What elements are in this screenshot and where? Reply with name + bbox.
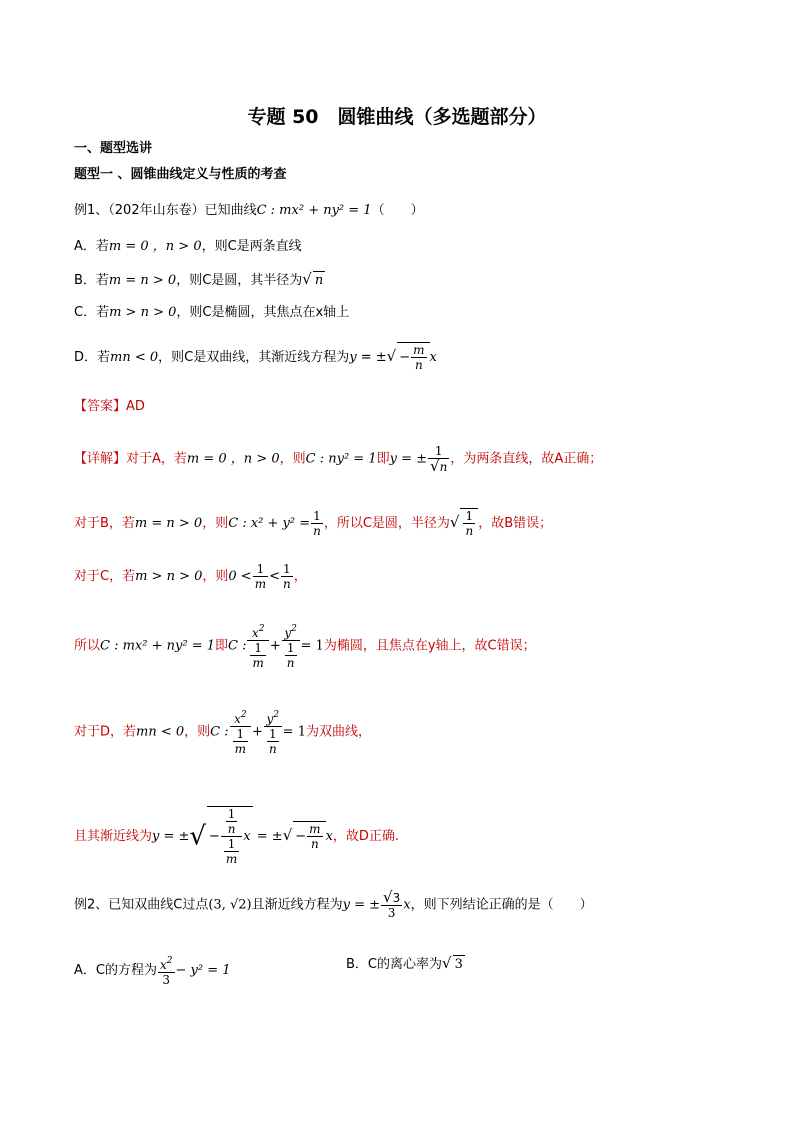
detail-line-2: 对于B，若m = n > 0，则C : x² + y² = $\frac{1}{n}$ ，所以C是圆，半径为√ $\frac{1}{n}$ ，故B错误； bbox=[74, 509, 553, 538]
section-heading: 一、题型选讲 bbox=[74, 141, 153, 156]
example1-option-a: A．若m = 0 ，n > 0，则C是两条直线 bbox=[74, 239, 302, 254]
example1-option-c: C．若m > n > 0，则C是椭圆，其焦点在x轴上 bbox=[74, 305, 350, 320]
detail-line-6: 且其渐近线为y = ±√ − $\frac{\frac{1}{n}}{\frac{1}{m}}$ x = ±√ − $\frac{m}{n}$ x，故D正确. bbox=[74, 807, 400, 866]
example1-option-b: B．若m = n > 0，则C是圆，其半径为√ n bbox=[74, 270, 324, 288]
detail-line-4: 所以C : mx² + ny² = 1即C : $\frac{x^2}{\frac{1}{m}}$ + $\frac{y^2}{\frac{1}{n}}$ = 1为椭圆，且焦点在y轴上，故C错误； bbox=[74, 624, 536, 670]
detail-line-5: 对于D，若mn < 0，则C : $\frac{x^2}{\frac{1}{m}}$ + $\frac{y^2}{\frac{1}{n}}$ = 1为双曲线， bbox=[74, 710, 371, 756]
example2-question: 例2、已知双曲线C过点(3, √2)且渐近线方程为y = ± $\frac{√3}{3}$ x，则下列结论正确的是（ ） bbox=[74, 888, 593, 920]
page-title: 专题 50 圆锥曲线（多选题部分） bbox=[247, 106, 547, 128]
example2-option-a: A．C的方程为 $\frac{x^2}{3}$ − y² = 1 bbox=[74, 956, 231, 987]
type-heading: 题型一 、圆锥曲线定义与性质的考查 bbox=[74, 167, 287, 182]
detail-line-1: 【详解】对于A，若m = 0 ，n > 0，则C : ny² = 1即y = ± $\frac{1}{√n}$ ，为两条直线，故A正确； bbox=[74, 444, 603, 475]
detail-line-3: 对于C，若m > n > 0，则0 < $\frac{1}{m}$ < $\frac{1}{n}$ ， bbox=[74, 562, 307, 591]
example1-question: 例1、（202年山东卷）已知曲线C : mx² + ny² = 1（ ） bbox=[74, 203, 424, 218]
answer-line: 【答案】AD bbox=[74, 399, 145, 414]
example1-option-d: D．若mn < 0，则C是双曲线，其渐近线方程为y = ±√ − $\frac{m}{n}$ x bbox=[74, 343, 437, 372]
example2-option-b: B．C的离心率为√ 3 bbox=[346, 954, 463, 972]
